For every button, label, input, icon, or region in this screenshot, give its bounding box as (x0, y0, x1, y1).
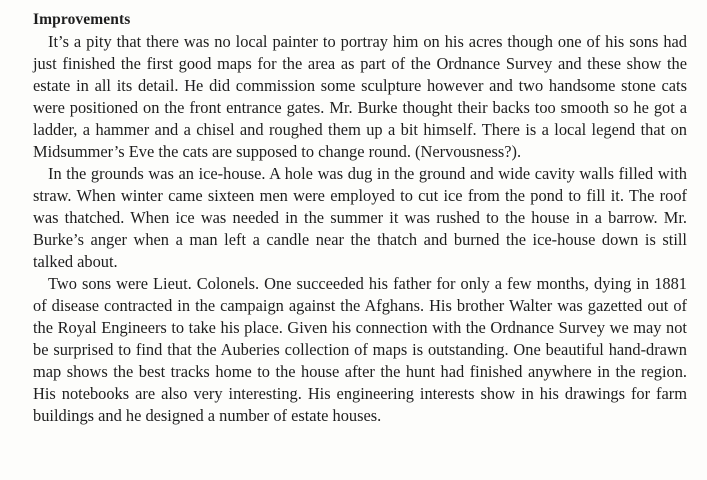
paragraph-painter-and-cats: It’s a pity that there was no local painter to portray him on his acres though one of his sons had just finished the first good maps for the area as part of the Ordnance Survey and these show the estate in all its detail. He did commission some sculpture however and two handsome stone cats were positioned on the front entrance gates. Mr. Burke thought their backs too smooth so he got a ladder, a hammer and a chisel and roughed them up a bit himself. There is a local legend that on Midsummer’s Eve the cats are supposed to change round. (Nervousness?). (33, 32, 687, 161)
paragraph-ice-house: In the grounds was an ice-house. A hole was dug in the ground and wide cavity walls filled with straw. When winter came sixteen men were employed to cut ice from the pond to fill it. The roof was thatched. When ice was needed in the summer it was rushed to the house in a barrow. Mr. Burke’s anger when a man left a candle near the thatch and burned the ice-house down is still talked about. (33, 164, 687, 271)
section-heading: Improvements (33, 11, 131, 28)
paragraph-sons-and-maps: Two sons were Lieut. Colonels. One succeeded his father for only a few months, dying in 1881 of disease contracted in the campaign against the Afghans. His brother Walter was gazetted out of the Royal Engineers to take his place. Given his connection with the Ordnance Survey we may not be surprised to find that the Auberies collection of maps is outstanding. One beautiful hand-drawn map shows the best tracks home to the house after the hunt had finished anywhere in the region. His notebooks are also very interesting. His engineering interests show in his drawings for farm buildings and he designed a number of estate houses. (33, 274, 687, 425)
